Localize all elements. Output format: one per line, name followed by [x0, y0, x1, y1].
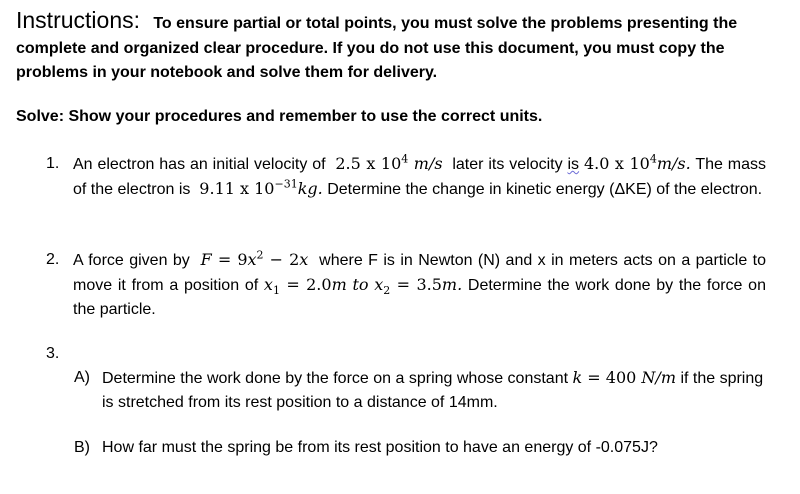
electron-mass: 9.11 x $10^{-31}kg$. [199, 177, 323, 198]
solve-line: Solve: Show your procedures and remember to use the correct units. [16, 108, 543, 125]
worksheet-page [16, 7, 786, 456]
question-3b [74, 436, 764, 460]
question-3b-label: B) [74, 439, 90, 456]
question-3a-label: A) [74, 369, 90, 386]
instructions-text: To ensure partial or total points, you must solve the problems presenting the complete and organized clear procedure. If you do not use this document, you must copy the problems in your notebook and solve them for delivery. [16, 15, 738, 81]
final-velocity: 4.0 x $10^4m/s$. [583, 152, 691, 173]
question-2-text: A force given by $F = 9x^2 - 2x$ where F is in Newton (N) and x in meters acts on a particle to move it from a position of $x_1 = 2.0m$ to $x_2 = 3.5m$. Determine the work done by the force on the particle. [73, 248, 766, 318]
instructions-label: Instructions: [16, 7, 140, 33]
initial-velocity: 2.5 x $10^4$ m/s [335, 152, 443, 173]
question-1-text: An electron has an initial velocity of 2.5 x $10^4$ m/s later its velocity is 4.0 x $10^4m/s$. The mass of the electron is 9.11 x $10^{-31}kg$. Determine the change in kinetic energy (ΔKE) of the electron. [73, 152, 766, 198]
question-2 [46, 248, 766, 322]
question-1-number: 1. [46, 155, 60, 172]
position-x1: $x_1 = 2.0m$ [263, 275, 347, 298]
question-3b-text: How far must the spring be from its rest position to have an energy of -0.075J? [102, 439, 658, 456]
question-3-number: 3. [46, 345, 60, 362]
instructions-paragraph [16, 8, 786, 86]
question-2-number: 2. [46, 251, 60, 268]
position-x2: $x_2 = 3.5m$. [374, 275, 463, 298]
spring-constant: k = 400 N/m [572, 368, 676, 387]
question-1 [46, 152, 766, 202]
question-3a [74, 366, 764, 415]
question-3a-text: Determine the work done by the force on a spring whose constant k = 400 N/m if the spring is stretched from its rest position to a distance of 14mm. [102, 368, 764, 411]
force-equation: $F = 9x^2 - 2x$ [200, 248, 309, 269]
